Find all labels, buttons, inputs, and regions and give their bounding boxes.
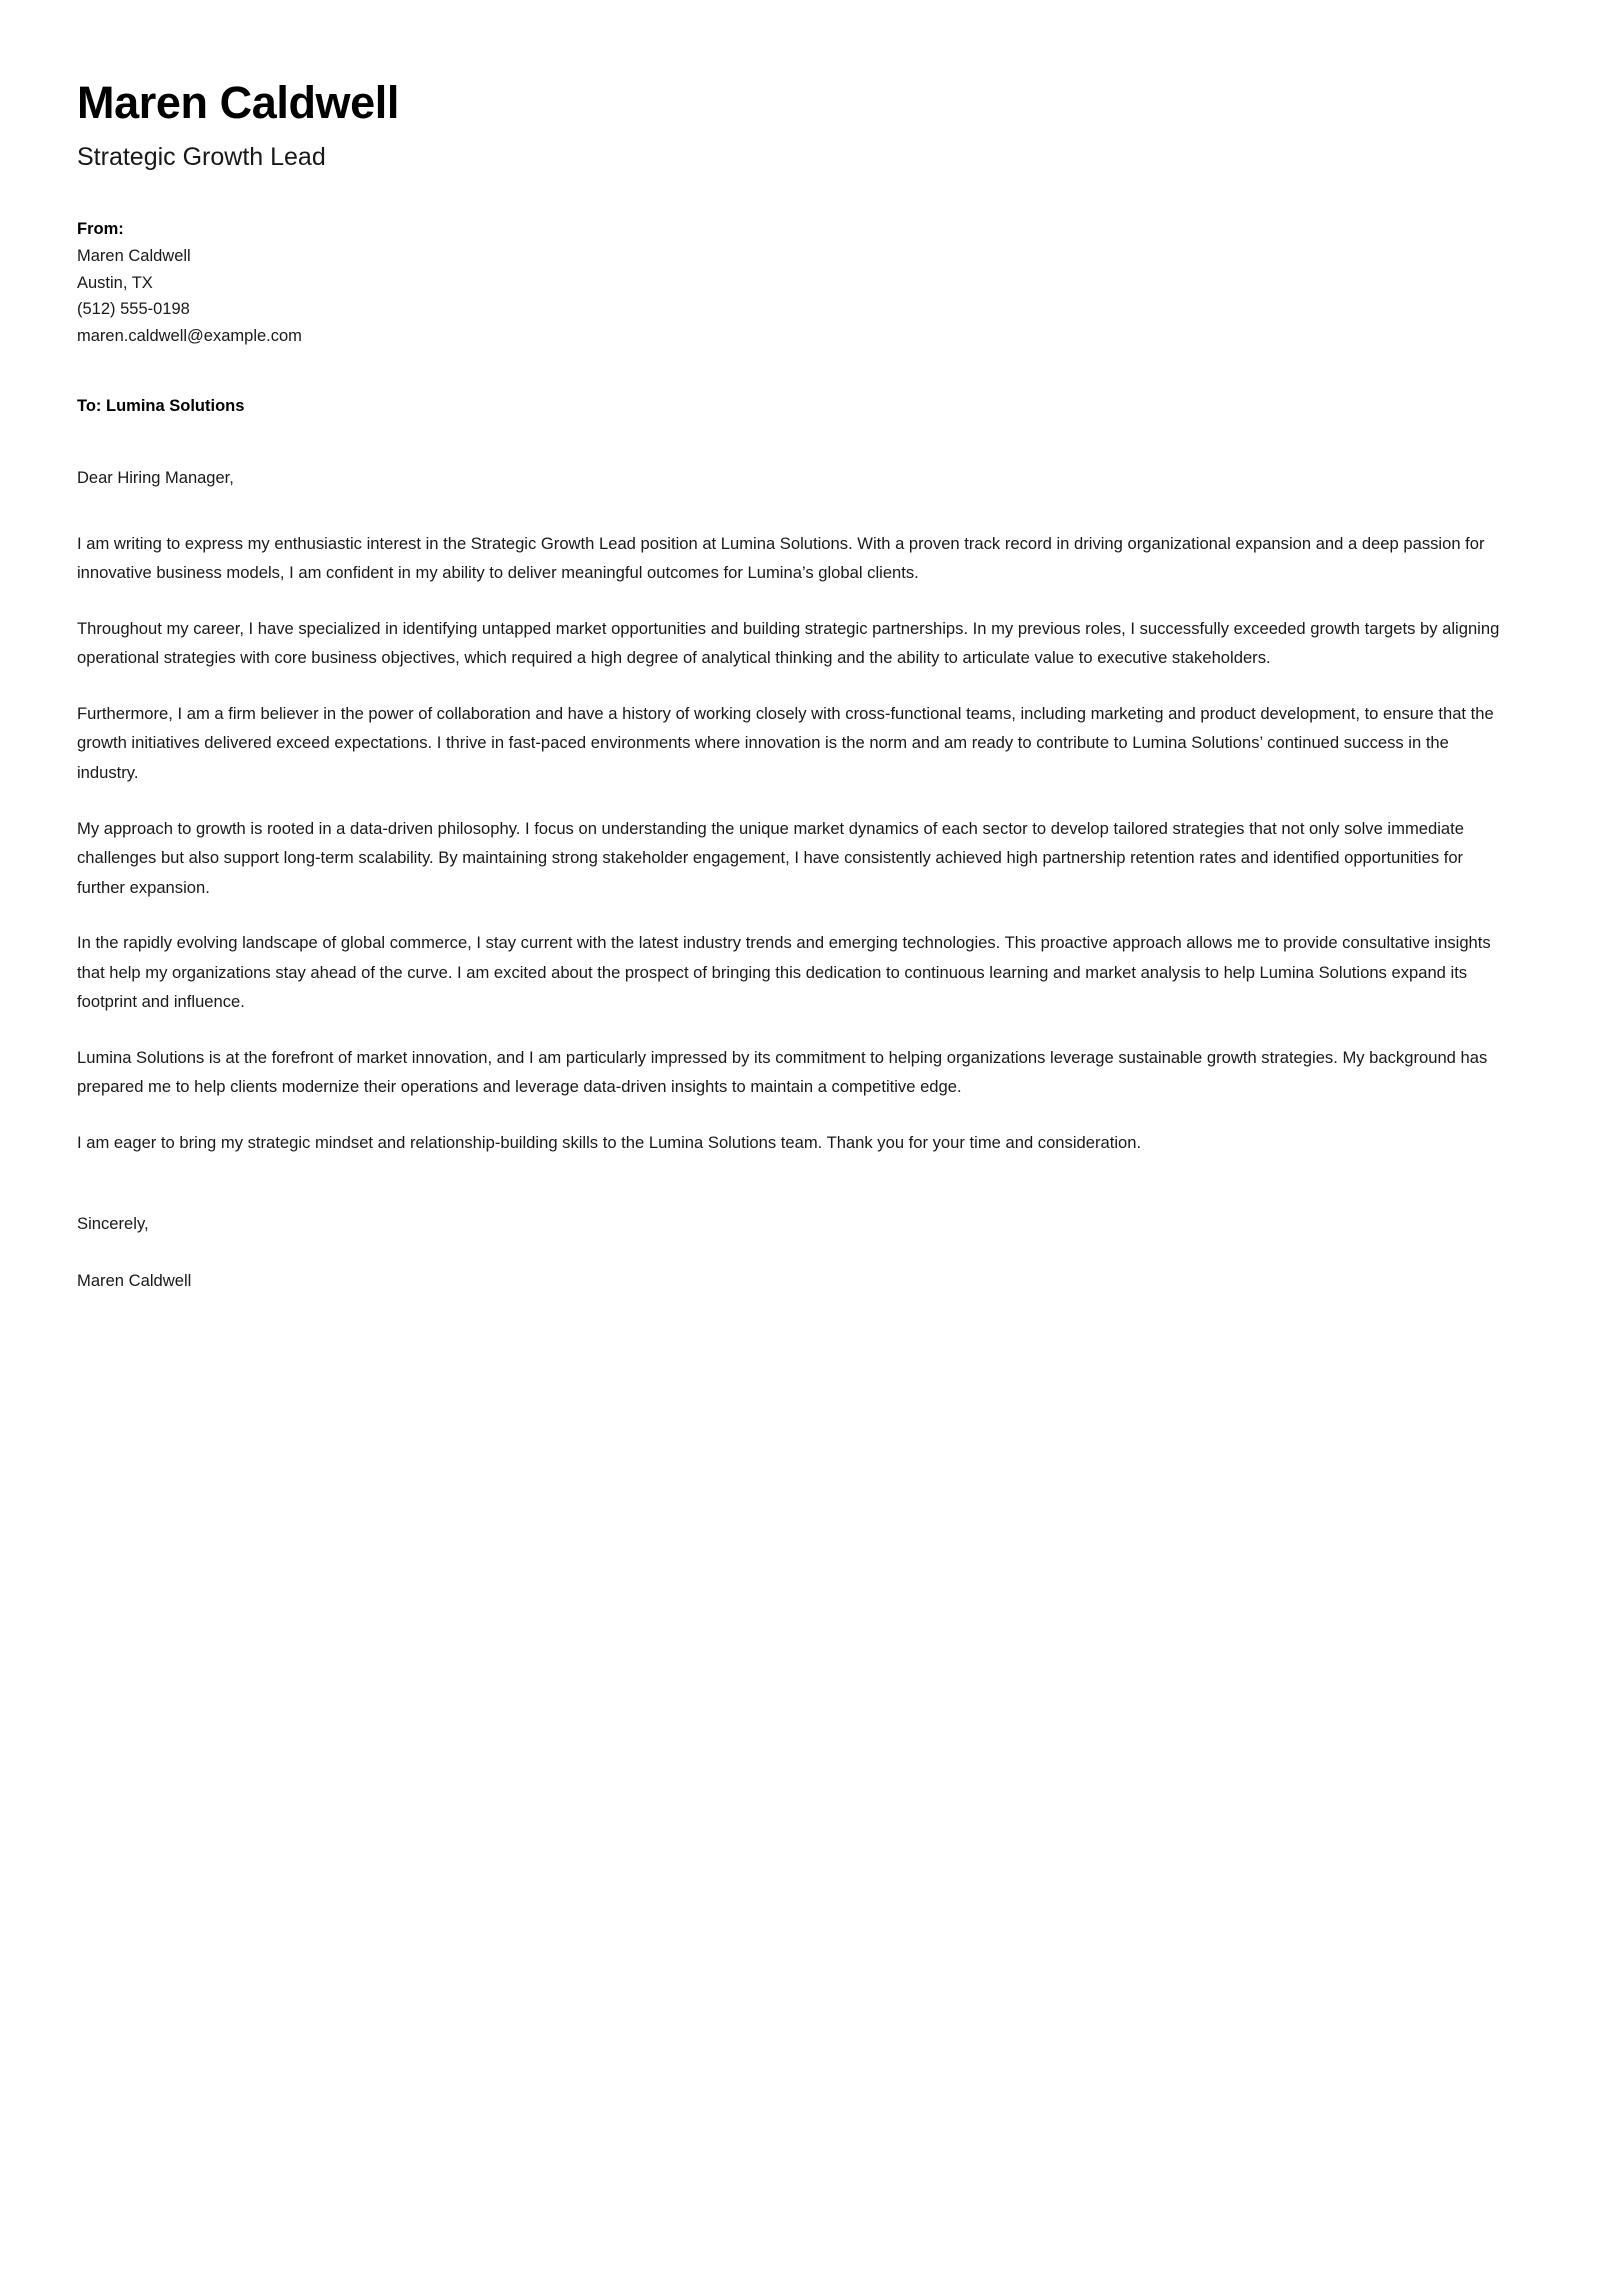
page-title: Maren Caldwell: [77, 77, 399, 128]
letter-paragraph: In the rapidly evolving landscape of global commerce, I stay current with the latest industry trends and emerging technologies. This proactive approach allows me to provide consultative insights that help my organizations stay ahead of the curve. I am excited about the prospect of bringing this dedication to continuous learning and market analysis to help Lumina Solutions expand its footprint and influence.: [77, 933, 1491, 1012]
letter-paragraph: My approach to growth is rooted in a data-driven philosophy. I focus on understanding the unique market dynamics of each sector to develop tailored strategies that not only solve immediate challenges but also support long-term scalability. By maintaining strong stakeholder engagement, I have consistently achieved high partnership retention rates and identified opportunities for further expansion.: [77, 818, 1464, 897]
letter-paragraph: I am writing to express my enthusiastic interest in the Strategic Growth Lead position at Lumina Solutions. With a proven track record in driving organizational expansion and a deep passion for innovative business models, I am confident in my ability to deliver meaningful outcomes for Lumina’s global clients.: [77, 533, 1485, 583]
job-title-subheading: Strategic Growth Lead: [77, 143, 326, 172]
signature-name: Maren Caldwell: [77, 1270, 192, 1290]
letter-paragraph: Throughout my career, I have specialized in identifying untapped market opportunities and building strategic partnerships. In my previous roles, I successfully exceeded growth targets by aligning operational strategies with core business objectives, which required a high degree of analytical thinking and the ability to articulate value to executive stakeholders.: [77, 618, 1500, 668]
letter-closing: [77, 1183, 1514, 1295]
cover-letter: [77, 78, 1514, 1295]
letter-header: [77, 78, 1514, 172]
recipient-block: [77, 394, 1514, 420]
from-label: From:: [77, 220, 124, 239]
closing-salutation: Sincerely,: [77, 1214, 149, 1234]
salutation: Dear Hiring Manager,: [77, 469, 234, 488]
sender-block: [77, 217, 1514, 349]
sender-location: Austin, TX: [77, 273, 153, 292]
letter-paragraph: Furthermore, I am a firm believer in the power of collaboration and have a history of working closely with cross-functional teams, including marketing and product development, to ensure that the growth initiatives delivered exceed expectations. I thrive in fast-paced environments where innovation is the norm and am ready to contribute to Lumina Solutions’ continued success in the industry.: [77, 703, 1494, 782]
sender-phone: (512) 555-0198: [77, 300, 190, 319]
sender-email: maren.caldwell@example.com: [77, 327, 302, 346]
recipient-label: To: Lumina Solutions: [77, 396, 245, 415]
letter-paragraph: I am eager to bring my strategic mindset and relationship-building skills to the Lumina Solutions team. Thank you for your time and consideration.: [77, 1132, 1142, 1152]
letter-body: [77, 503, 1514, 1158]
letter-paragraph: Lumina Solutions is at the forefront of market innovation, and I am particularly impressed by its commitment to helping organizations leverage sustainable growth strategies. My background has prepared me to help clients modernize their operations and leverage data-driven insights to maintain a competitive edge.: [77, 1047, 1488, 1097]
sender-name: Maren Caldwell: [77, 246, 191, 265]
